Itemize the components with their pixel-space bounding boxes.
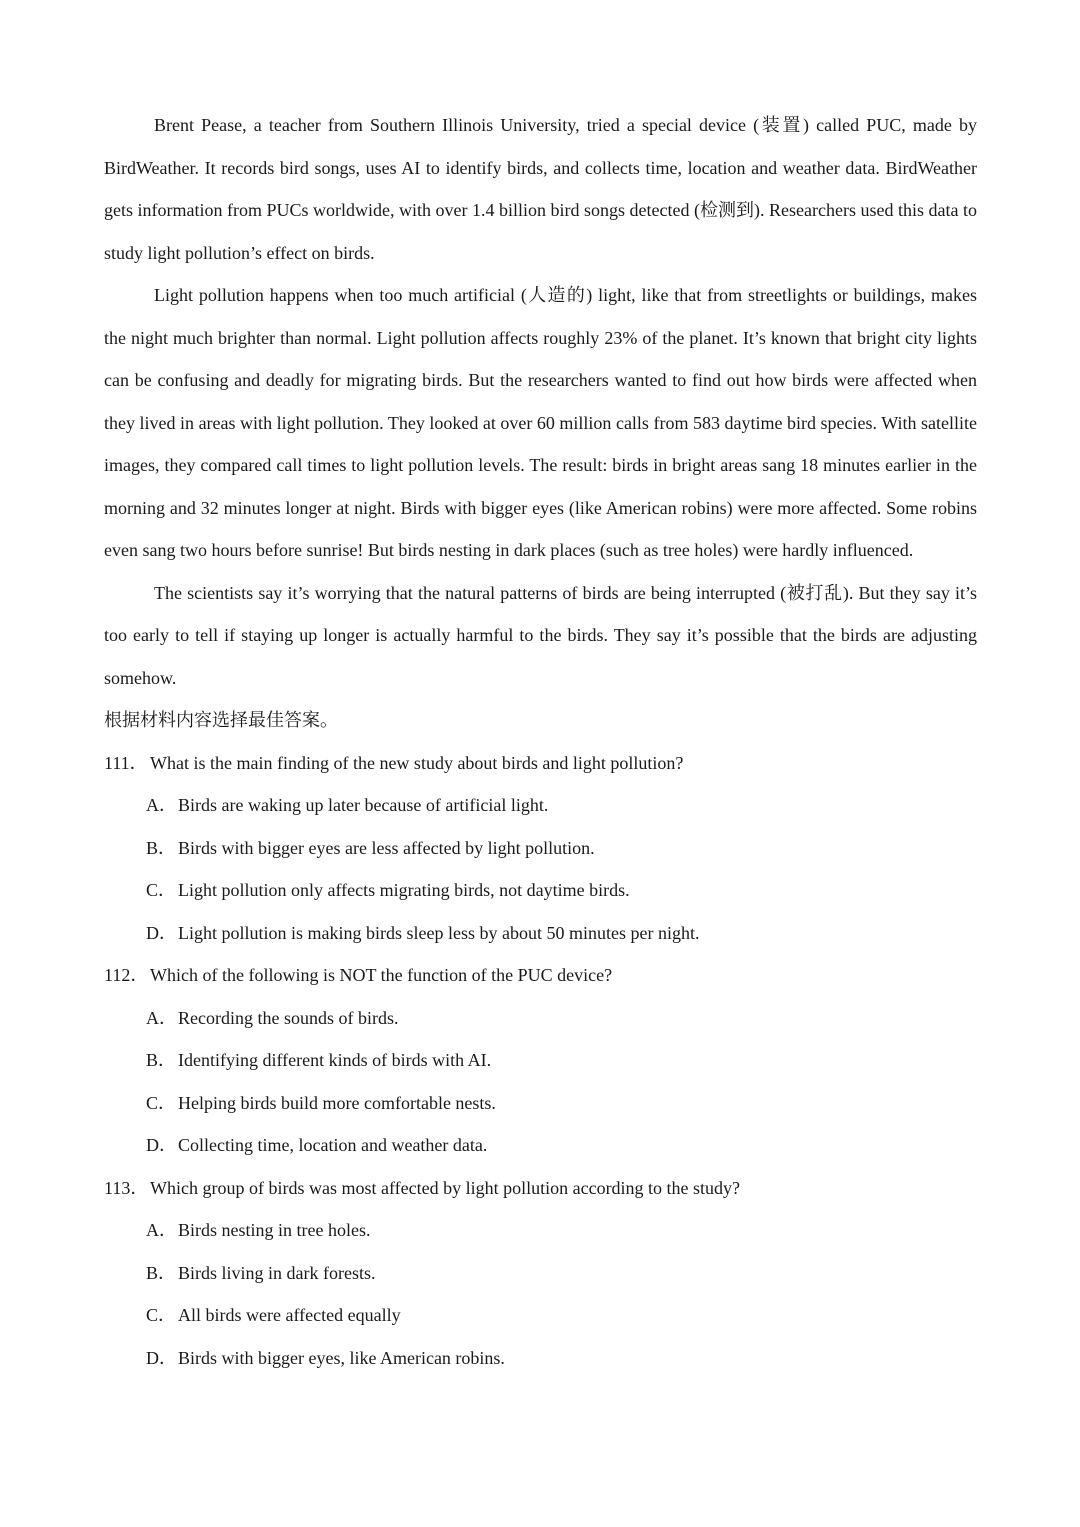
option-text: Birds nesting in tree holes.: [178, 1220, 371, 1240]
option-letter: C．: [146, 880, 177, 900]
passage-paragraph-2: Light pollution happens when too much artificial (人造的) light, like that from streetlights or buildings, makes the night much brighter than normal. Light pollution affects roughly 23% of the planet. It’s known that bright city lights can be confusing and deadly for migrating birds. But the researchers wanted to find out how birds were affected when they lived in areas with light pollution. They looked at over 60 million calls from 583 daytime bird species. With satellite images, they compared call times to light pollution levels. The result: birds in bright areas sang 18 minutes earlier in the morning and 32 minutes longer at night. Birds with bigger eyes (like American robins) were more affected. Some robins even sang two hours before sunrise! But birds nesting in dark places (such as tree holes) were hardly influenced.: [104, 285, 977, 560]
question-stem: [104, 1167, 977, 1210]
question-text: Which of the following is NOT the function of the PUC device?: [150, 965, 613, 985]
option-d: [104, 1124, 977, 1167]
option-text: Birds with bigger eyes are less affected by light pollution.: [178, 837, 595, 858]
option-text: Birds are waking up later because of artificial light.: [178, 795, 549, 815]
document-page: [104, 104, 977, 1379]
option-text: Helping birds build more comfortable nests.: [178, 1092, 496, 1113]
option-text: Light pollution is making birds sleep less by about 50 minutes per night.: [178, 922, 700, 943]
option-letter: C．: [146, 1305, 177, 1325]
option-d: [104, 912, 977, 955]
question-number: 113．: [104, 1177, 149, 1198]
option-text: Identifying different kinds of birds with AI.: [178, 1050, 492, 1070]
option-letter: B．: [146, 1050, 177, 1070]
option-a: [104, 784, 977, 827]
question-number: 111．: [104, 752, 148, 773]
option-text: Recording the sounds of birds.: [178, 1007, 399, 1028]
question-text: What is the main finding of the new study about birds and light pollution?: [150, 752, 684, 773]
question-stem: [104, 742, 977, 785]
option-a: [104, 1209, 977, 1252]
option-a: [104, 997, 977, 1040]
option-d: [104, 1337, 977, 1380]
option-letter: A．: [146, 1220, 177, 1240]
passage-paragraph-1: Brent Pease, a teacher from Southern Illinois University, tried a special device (装置) called PUC, made by BirdWeather. It records bird songs, uses AI to identify birds, and collects time, location and weather data. BirdWeather gets information from PUCs worldwide, with over 1.4 billion bird songs detected (检测到). Researchers used this data to study light pollution’s effect on birds.: [104, 115, 977, 263]
option-letter: D．: [146, 922, 177, 943]
question-113: [104, 1167, 977, 1380]
option-b: [104, 827, 977, 870]
option-text: Birds with bigger eyes, like American robins.: [178, 1347, 505, 1368]
option-text: Collecting time, location and weather data.: [178, 1135, 488, 1155]
question-number: 112．: [104, 965, 149, 985]
instruction-text: 根据材料内容选择最佳答案。: [104, 710, 338, 730]
question-112: [104, 954, 977, 1167]
option-c: [104, 1082, 977, 1125]
reading-passage: [104, 104, 977, 699]
question-111: [104, 742, 977, 955]
option-b: [104, 1039, 977, 1082]
option-letter: D．: [146, 1347, 177, 1368]
option-text: All birds were affected equally: [178, 1305, 401, 1325]
option-letter: A．: [146, 795, 177, 815]
option-letter: D．: [146, 1135, 177, 1155]
option-b: [104, 1252, 977, 1295]
option-letter: C．: [146, 1092, 177, 1113]
option-c: [104, 1294, 977, 1337]
option-letter: B．: [146, 1262, 177, 1283]
option-letter: A．: [146, 1007, 177, 1028]
option-c: [104, 869, 977, 912]
option-text: Light pollution only affects migrating birds, not daytime birds.: [178, 880, 630, 900]
option-letter: B．: [146, 837, 177, 858]
option-text: Birds living in dark forests.: [178, 1262, 376, 1283]
passage-paragraph-3: The scientists say it’s worrying that the natural patterns of birds are being interrupted (被打乱). But they say it’s too early to tell if staying up longer is actually harmful to the birds. They say it’s possible that the birds are adjusting somehow.: [104, 582, 977, 688]
question-text: Which group of birds was most affected by light pollution according to the study?: [150, 1177, 741, 1198]
question-stem: [104, 954, 977, 997]
